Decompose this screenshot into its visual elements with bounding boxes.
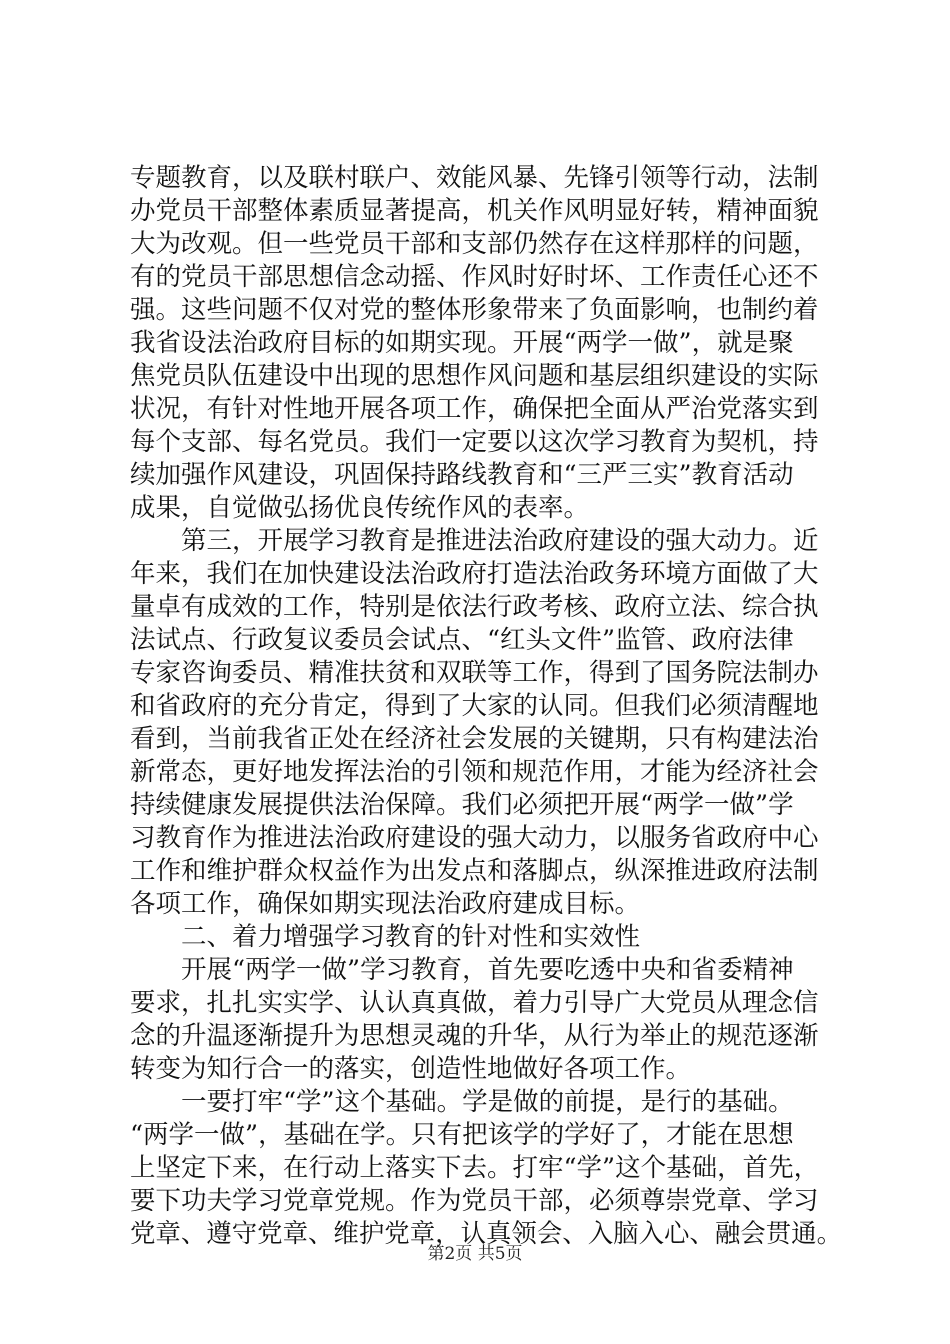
text-line: 我省设法治政府目标的如期实现。开展“两学一做”，就是聚 xyxy=(130,328,794,358)
paragraph-first-line: 开展“两学一做”学习教育，首先要吃透中央和省委精神 xyxy=(181,955,794,985)
page-number: 第2页 共5页 xyxy=(427,1244,523,1264)
text-line: 要下功夫学习党章党规。作为党员干部，必须尊崇党章、学习 xyxy=(130,1186,819,1216)
text-line: 每个支部、每名党员。我们一定要以这次学习教育为契机，持 xyxy=(130,427,819,457)
text-line: 上坚定下来，在行动上落实下去。打牢“学”这个基础，首先， xyxy=(130,1153,820,1183)
text-line: 状况，有针对性地开展各项工作，确保把全面从严治党落实到 xyxy=(130,394,819,424)
section-heading: 二、着力增强学习教育的针对性和实效性 xyxy=(181,922,641,952)
text-line: 专家咨询委员、精准扶贫和双联等工作，得到了国务院法制办 xyxy=(130,658,819,688)
text-line: 成果，自觉做弘扬优良传统作风的表率。 xyxy=(130,493,590,523)
text-line: 各项工作，确保如期实现法治政府建成目标。 xyxy=(130,889,641,919)
text-line: 大为改观。但一些党员干部和支部仍然存在这样那样的问题， xyxy=(130,229,819,259)
text-line: 习教育作为推进法治政府建设的强大动力，以服务省政府中心 xyxy=(130,823,819,853)
text-line: 法试点、行政复议委员会试点、“红头文件”监管、政府法律 xyxy=(130,625,794,655)
text-line: 量卓有成效的工作，特别是依法行政考核、政府立法、综合执 xyxy=(130,592,819,622)
text-line: 要求，扎扎实实学、认认真真做，着力引导广大党员从理念信 xyxy=(130,988,819,1018)
text-line: 念的升温逐渐提升为思想灵魂的升华，从行为举止的规范逐渐 xyxy=(130,1021,819,1051)
text-line: 焦党员队伍建设中出现的思想作风问题和基层组织建设的实际 xyxy=(130,361,819,391)
text-line: 专题教育，以及联村联户、效能风暴、先锋引领等行动，法制 xyxy=(130,163,819,193)
text-line: 续加强作风建设，巩固保持路线教育和“三严三实”教育活动 xyxy=(130,460,794,490)
text-line: 党章、遵守党章、维护党章，认真领会、入脑入心、融会贯通。 xyxy=(130,1219,843,1249)
text-line: 和省政府的充分肯定，得到了大家的认同。但我们必须清醒地 xyxy=(130,691,819,721)
text-line: 办党员干部整体素质显著提高，机关作风明显好转，精神面貌 xyxy=(130,196,819,226)
text-line: 工作和维护群众权益作为出发点和落脚点，纵深推进政府法制 xyxy=(130,856,819,886)
text-line: “两学一做”，基础在学。只有把该学的学好了，才能在思想 xyxy=(130,1120,794,1150)
paragraph-first-line: 第三，开展学习教育是推进法治政府建设的强大动力。近 xyxy=(181,526,819,556)
text-line: 转变为知行合一的落实，创造性地做好各项工作。 xyxy=(130,1054,692,1084)
text-line: 有的党员干部思想信念动摇、作风时好时坏、工作责任心还不 xyxy=(130,262,819,292)
text-line: 新常态，更好地发挥法治的引领和规范作用，才能为经济社会 xyxy=(130,757,819,787)
text-line: 强。这些问题不仅对党的整体形象带来了负面影响，也制约着 xyxy=(130,295,819,325)
text-line: 持续健康发展提供法治保障。我们必须把开展“两学一做”学 xyxy=(130,790,794,820)
paragraph-first-line: 一要打牢“学”这个基础。学是做的前提，是行的基础。 xyxy=(181,1087,794,1117)
text-line: 年来，我们在加快建设法治政府打造法治政务环境方面做了大 xyxy=(130,559,819,589)
text-line: 看到，当前我省正处在经济社会发展的关键期，只有构建法治 xyxy=(130,724,819,754)
